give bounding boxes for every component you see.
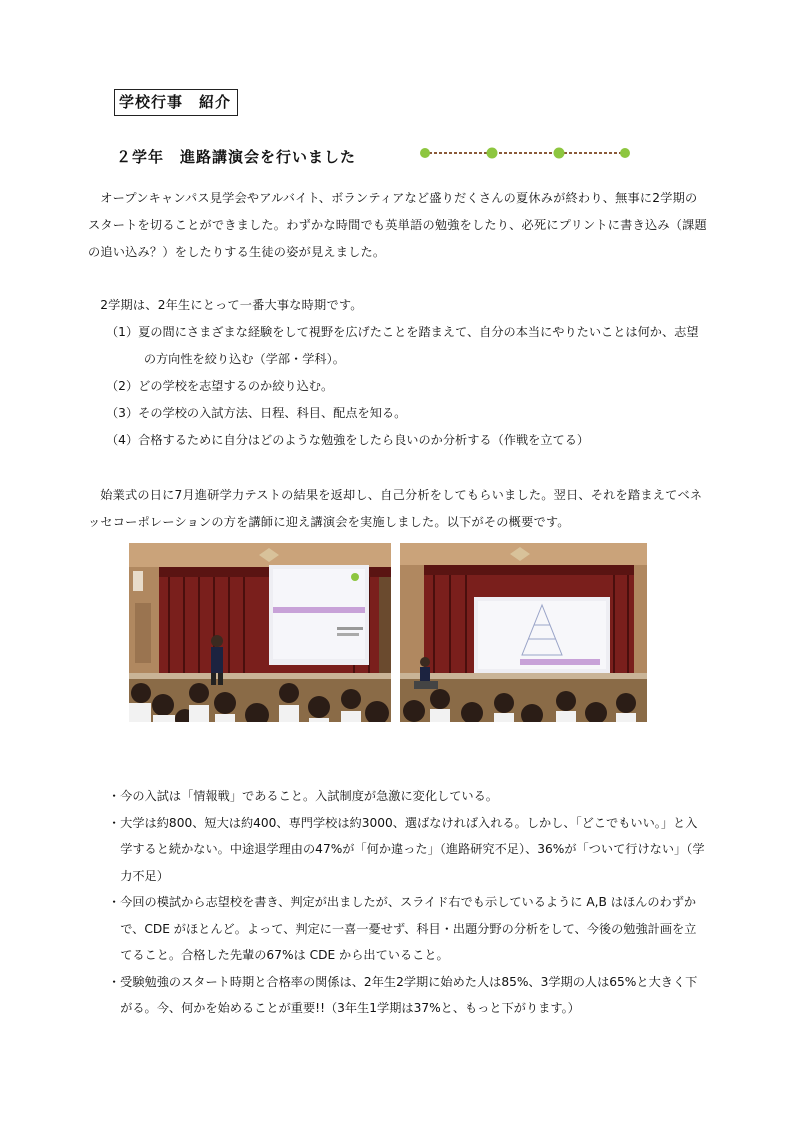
list-item: ・今回の模試から志望校を書き、判定が出ましたが、スライド右でも示しているように A,B はほんのわずかで、CDE がほとんど。よって、判定に一喜一憂せず、科目・出題分野の分析をして、今後の勉強計画を立てること。合格した先輩の67%は CDE から出ていること。 xyxy=(108,895,697,962)
list-item: （3）その学校の入試方法、日程、科目、配点を知る。 xyxy=(106,406,407,420)
list-item: ・今の入試は「情報戦」であること。入試制度が急激に変化している。 xyxy=(108,789,498,803)
article-headline: ２学年 進路講演会を行いました xyxy=(116,148,357,166)
lecture-summary-list xyxy=(108,783,708,1022)
lecture-paragraph xyxy=(88,482,708,536)
term-lead-text: 2学期は、2年生にとって一番大事な時期です。 xyxy=(100,298,363,312)
decorative-dotted-divider xyxy=(418,146,632,160)
term-goals-list xyxy=(106,319,706,454)
list-item: ・受験勉強のスタート時期と合格率の関係は、2年生2学期に始めた人は85%、3学期の人は65%と大きく下がる。今、何かを始めることが重要!!（3年生1学期は37%と、もっと下がります。） xyxy=(108,974,698,1015)
lecture-photo-left xyxy=(129,543,391,722)
intro-paragraph xyxy=(88,185,708,266)
lecture-text: 始業式の日に7月進研学力テストの結果を返却し、自己分析をしてもらいました。翌日、それを踏まえてベネッセコーポレーションの方を講師に迎え講演会を実施しました。以下がその概要です。 xyxy=(88,488,703,529)
list-item: （1）夏の間にさまざまな経験をして視野を広げたことを踏まえて、自分の本当にやりたいことは何か、志望の方向性を絞り込む（学部・学科）。 xyxy=(106,325,699,366)
list-item: （2）どの学校を志望するのか絞り込む。 xyxy=(106,379,334,393)
term-lead xyxy=(88,292,708,319)
lecture-photo-right xyxy=(400,543,647,722)
list-item: （4）合格するために自分はどのような勉強をしたら良いのか分析する（作戦を立てる） xyxy=(106,433,590,447)
list-item: ・大学は約800、短大は約400、専門学校は約3000、選ばなければ入れる。しかし、「どこでもいい。」と入学すると続かない。中途退学理由の47%が「何か違った」（進路研究不足）、36%が「ついて行けない」（学力不足） xyxy=(108,815,705,883)
section-label: 学校行事 紹介 xyxy=(114,89,238,116)
intro-text: オープンキャンパス見学会やアルバイト、ボランティアなど盛りだくさんの夏休みが終わり、無事に2学期のスタートを切ることができました。わずかな時間でも英単語の勉強をしたり、必死にプリントに書き込み（課題の追い込み？）をしたりする生徒の姿が見えました。 xyxy=(88,191,707,259)
